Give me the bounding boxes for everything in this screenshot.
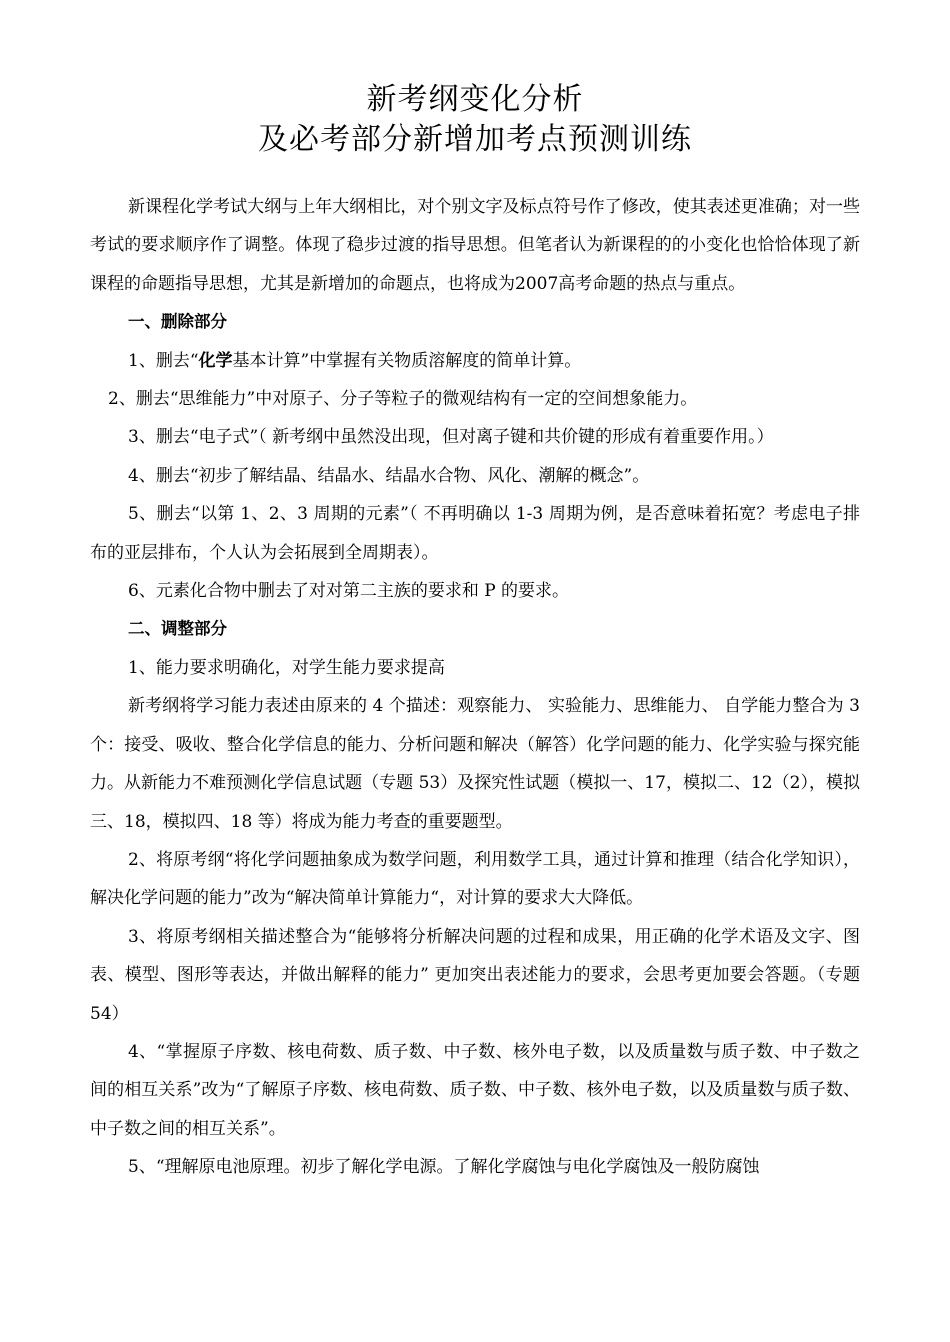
adjust-item-3: 3、将原考纲相关描述整合为“能够将分析解决问题的过程和成果，用正确的化学术语及文字、图表、模型、图形等表达，并做出解释的能力” 更加突出表述能力的要求，会思考更加要会答题。（专题 54） — [90, 926, 860, 1024]
delete-item-6: 6、元素化合物中删去了对对第二主族的要求和 P 的要求。 — [128, 581, 570, 602]
title-line-1: 新考纲变化分析 — [366, 82, 584, 117]
document-title — [0, 80, 950, 160]
adjust-item-1-detail: 新考纲将学习能力表述由原来的 4 个描述：观察能力、 实验能力、思维能力、 自学能力整合为 3 个：接受、吸收、整合化学信息的能力、分析问题和解决（解答）化学问题的能力、化学实验与探究能力。从新能力不难预测化学信息试题（专题 53）及探究性试题（模拟一、17，模拟二、12（2），模拟三、18，模拟四、18 等）将成为能力考查的重要题型。 — [90, 696, 860, 832]
title-line-2: 及必考部分新增加考点预测训练 — [258, 122, 692, 157]
delete-item-1-suffix: 基本计算”中掌握有关物质溶解度的简单计算。 — [232, 350, 582, 371]
adjust-item-4: 4、“掌握原子序数、核电荷数、质子数、中子数、核外电子数，以及质量数与质子数、中子数之间的相互关系”改为“了解原子序数、核电荷数、质子数、中子数、核外电子数，以及质量数与质子数、中子数之间的相互关系”。 — [90, 1041, 860, 1139]
adjust-item-1: 1、能力要求明确化，对学生能力要求提高 — [128, 657, 445, 678]
adjust-item-2: 2、将原考纲“将化学问题抽象成为数学问题，利用数学工具，通过计算和推理（结合化学知识），解决化学问题的能力”改为“解决简单计算能力“，对计算的要求大大降低。 — [90, 849, 860, 909]
document-body — [90, 188, 860, 1187]
section-heading-delete: 一、删除部分 — [128, 312, 227, 332]
delete-item-4: 4、删去“初步了解结晶、结晶水、结晶水合物、风化、潮解的概念”。 — [128, 465, 650, 486]
adjust-item-5: 5、“理解原电池原理。初步了解化学电源。了解化学腐蚀与电化学腐蚀及一般防腐蚀 — [128, 1157, 760, 1178]
intro-paragraph: 新课程化学考试大纲与上年大纲相比，对个别文字及标点符号作了修改，使其表述更准确；对一些考试的要求顺序作了调整。体现了稳步过渡的指导思想。但笔者认为新课程的的小变化也恰恰体现了新课程的命题指导思想，尤其是新增加的命题点，也将成为2007高考命题的热点与重点。 — [90, 197, 860, 294]
delete-item-2: 2、删去“思维能力”中对原子、分子等粒子的微观结构有一定的空间想象能力。 — [108, 389, 698, 410]
delete-item-5: 5、删去“以第 1、2、3 周期的元素”（ 不再明确以 1-3 周期为例，是否意味着拓宽？考虑电子排布的亚层排布，个人认为会拓展到全周期表）。 — [90, 504, 860, 563]
section-heading-adjust: 二、调整部分 — [128, 619, 227, 639]
delete-item-1 — [90, 342, 860, 380]
delete-item-1-bold: 化学 — [198, 350, 233, 371]
delete-item-1-prefix: 1、删去“ — [128, 350, 199, 371]
delete-item-3: 3、删去“电子式”（ 新考纲中虽然没出现，但对离子键和共价键的形成有着重要作用。） — [128, 427, 774, 448]
